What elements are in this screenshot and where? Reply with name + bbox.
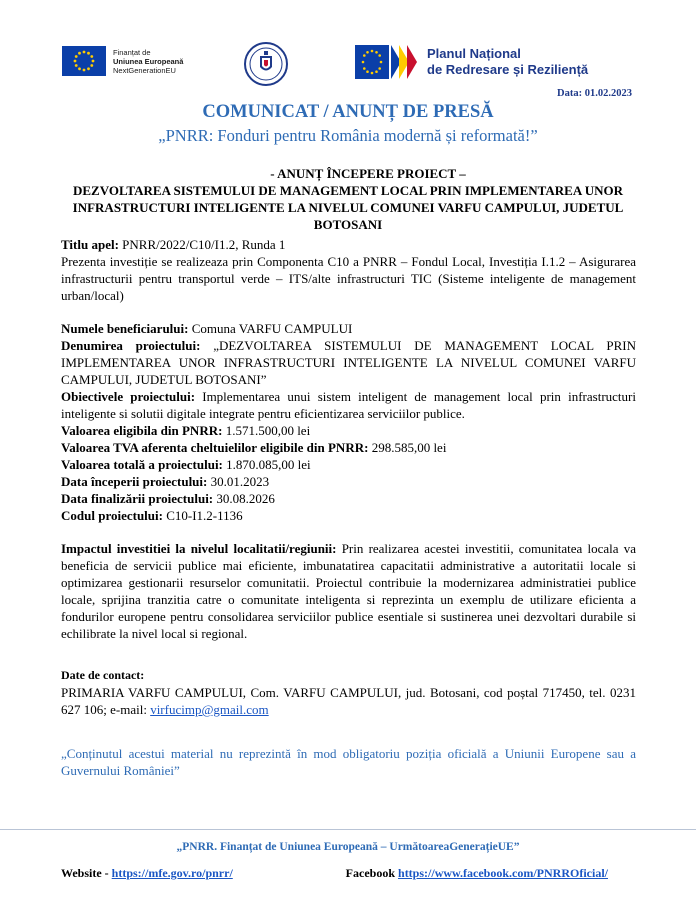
footer-website: Website - https://mfe.gov.ro/pnrr/ <box>61 866 233 880</box>
field-objectives: Obiectivele proiectului: Implementarea unui sistem inteligent de management local prin infrastructuri inteligente si solutii digitale integrate pentru eficientizarea serviciilor publice. <box>61 389 636 421</box>
page-title: COMUNICAT / ANUNȚ DE PRESĂ <box>202 102 494 122</box>
eu-logo-text <box>113 48 183 75</box>
eu-logo-line-2: Uniunea Europeană <box>113 56 184 66</box>
footer-facebook: Facebook https://www.facebook.com/PNRROficial/ <box>345 866 608 880</box>
contact-details: PRIMARIA VARFU CAMPULUI, Com. VARFU CAMPULUI, jud. Botosani, cod poștal 717450, tel. 0231 627 106; e-mail: virfucimp@gmail.com <box>61 685 636 717</box>
call-title: Titlu apel: PNRR/2022/C10/I1.2, Runda 1 <box>61 237 286 252</box>
contact-email-link[interactable]: virfucimp@gmail.com <box>150 702 269 717</box>
pnrr-logo-line-1: Planul Național <box>427 46 521 61</box>
eu-logo-line-3: NextGenerationEU <box>113 65 176 75</box>
field-project-code: Codul proiectului: C10-I1.2-1136 <box>61 508 243 523</box>
page-subtitle: „PNRR: Fonduri pentru România modernă și reformată!” <box>158 126 538 145</box>
announcement-project-title: DEZVOLTAREA SISTEMULUI DE MANAGEMENT LOCAL PRIN IMPLEMENTAREA UNOR INFRASTRUCTURI INTELIGENTE LA NIVELUL COMUNEI VARFU CAMPULUI, JUDETUL BOTOSANI <box>72 183 624 232</box>
government-crest-icon <box>243 41 289 87</box>
eu-flag-icon <box>62 46 106 76</box>
document-body <box>61 236 636 779</box>
field-total-value: Valoarea totală a proiectului: 1.870.085,00 lei <box>61 457 311 472</box>
pnrr-logo <box>355 43 588 81</box>
press-date: Data: 01.02.2023 <box>557 88 632 99</box>
footer-links <box>61 866 636 881</box>
field-vat-value: Valoarea TVA aferenta cheltuielilor eligibile din PNRR: 298.585,00 lei <box>61 440 447 455</box>
impact-paragraph: Impactul investitiei la nivelul localitatii/regiunii: Prin realizarea acestei investitii, comunitatea locala va beneficia de servicii publice mai eficiente, imbunatatirea capacitatii administrative a autoritatii locale si optimizarea gestionarii resurselor comunitatii. Proiectul contribuie la modernizarea administratiei publice locale, sprijina tranzitia catre o comunitate inteligenta si reprezinta un exemplu de utilizare eficienta a fondurilor europene pentru consolidarea serviciilor publice esentiale si sustinerea unei dezvoltari durabile si echilibrate la nivel local si regional. <box>61 541 636 641</box>
footer-divider <box>0 829 696 830</box>
announcement-heading: - ANUNȚ ÎNCEPERE PROIECT – <box>270 166 466 181</box>
field-end-date: Data finalizării proiectului: 30.08.2026 <box>61 491 275 506</box>
call-description: Prezenta investiție se realizeaza prin Componenta C10 a PNRR – Fondul Local, Investiția I.1.2 – Asigurarea infrastructurii pentru transportul verde – ITS/alte infrastructuri TIC (Sisteme inteligente de management urban/local) <box>61 254 636 303</box>
website-link[interactable]: https://mfe.gov.ro/pnrr/ <box>111 866 233 880</box>
pnrr-logo-line-2: de Redresare și Reziliență <box>427 62 589 77</box>
field-start-date: Data începerii proiectului: 30.01.2023 <box>61 474 270 489</box>
eu-disclaimer: „Conținutul acestui material nu reprezintă în mod obligatoriu poziția oficială a Uniunii Europene sau a Guvernului României” <box>61 746 636 778</box>
eu-logo-line-1: Finanțat de <box>113 47 151 57</box>
field-project-name: Denumirea proiectului: „DEZVOLTAREA SISTEMULUI DE MANAGEMENT LOCAL PRIN IMPLEMENTAREA UNOR INFRASTRUCTURI INTELIGENTE LA NIVELUL COMUNEI VARFU CAMPULUI, JUDETUL BOTOSANI” <box>61 338 637 387</box>
eu-funding-logo <box>62 46 183 76</box>
field-eligible-value: Valoarea eligibila din PNRR: 1.571.500,00 lei <box>61 423 311 438</box>
field-beneficiary: Numele beneficiarului: Comuna VARFU CAMPULUI <box>61 321 353 336</box>
pnrr-logo-text <box>427 46 588 78</box>
project-announcement <box>40 165 656 233</box>
footer-slogan: „PNRR. Finanțat de Uniunea Europeană – UrmătoareaGenerațieUE” <box>176 841 520 853</box>
facebook-link[interactable]: https://www.facebook.com/PNRROficial/ <box>398 866 608 880</box>
contact-heading: Date de contact: <box>61 668 145 682</box>
pnrr-flag-icon <box>355 43 419 81</box>
